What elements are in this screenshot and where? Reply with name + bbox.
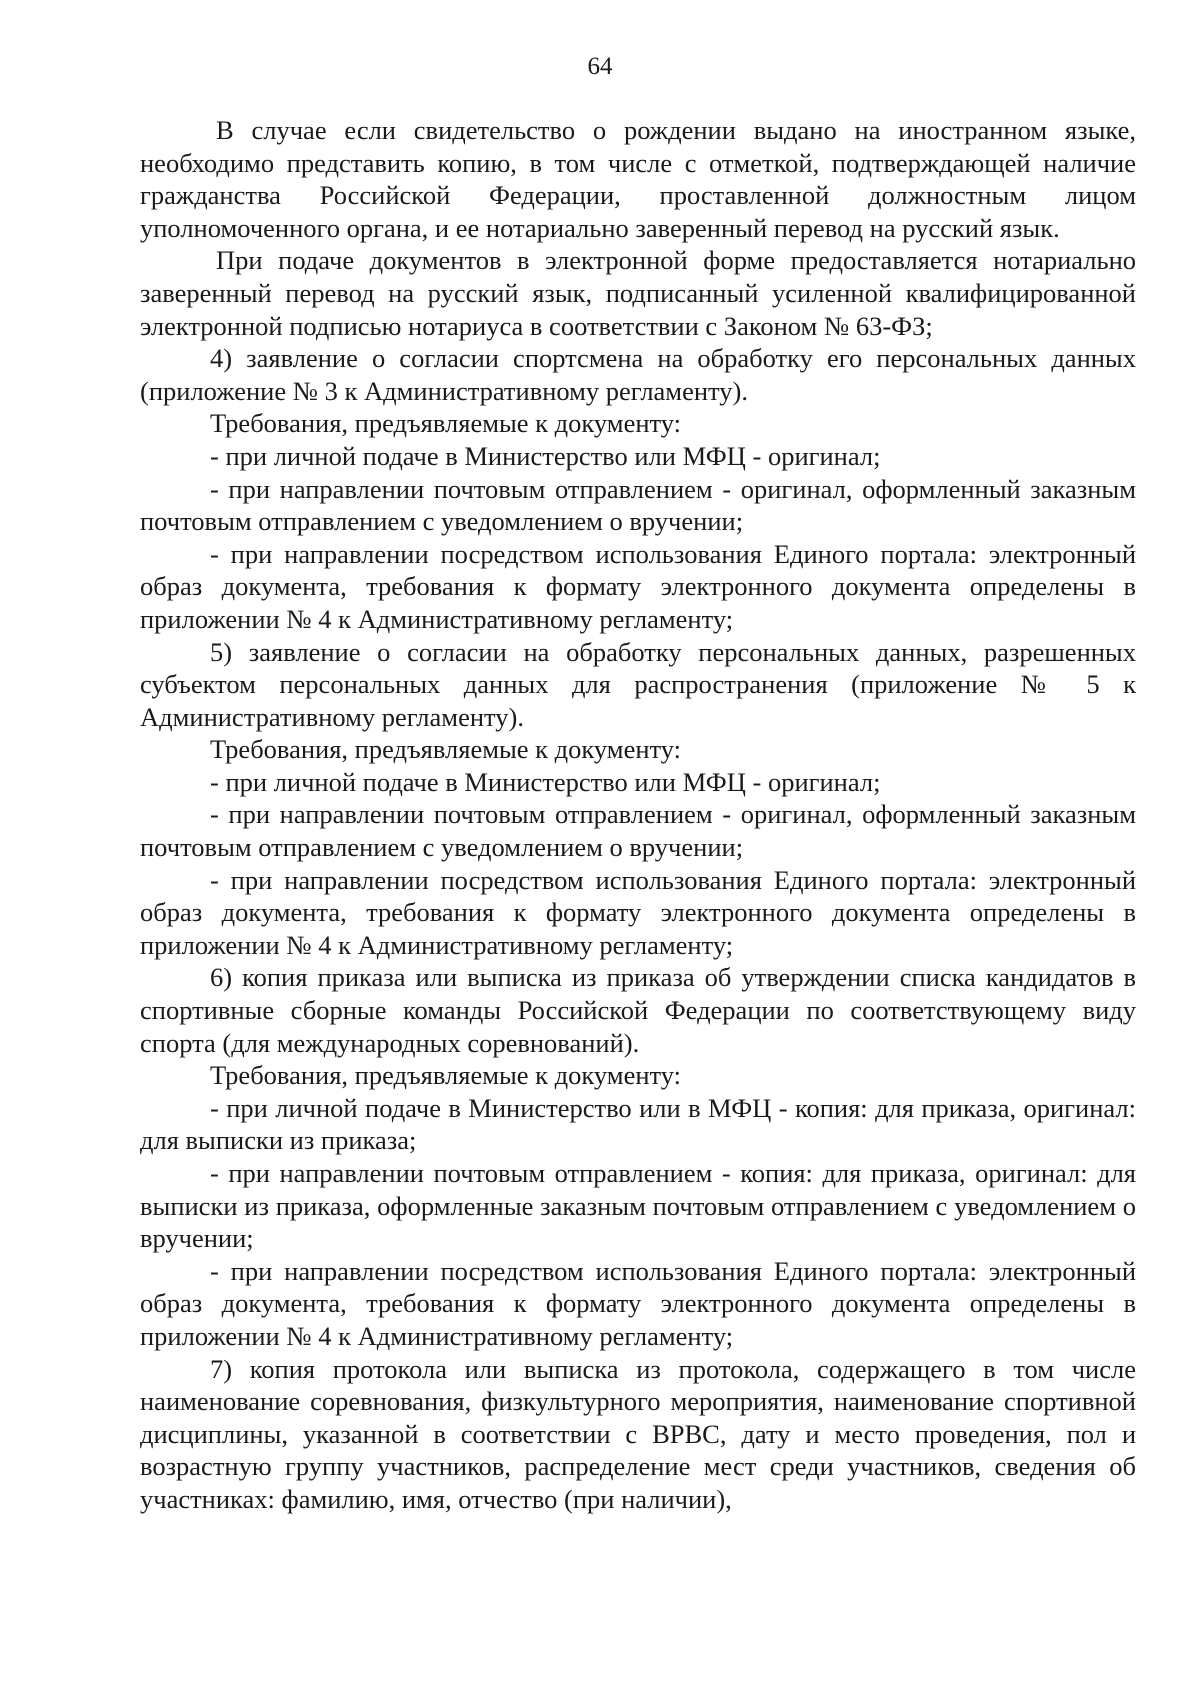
page-number: 64: [587, 53, 613, 80]
paragraph-item-5: 5) заявление о согласии на обработку персональных данных, разрешенных субъектом персональных данных для распространения (приложение № 5 к Административному регламенту).: [140, 636, 1136, 732]
document-body: [140, 114, 1136, 1516]
paragraph-requirements-heading: Требования, предъявляемые к документу:: [210, 1060, 682, 1091]
paragraph-requirement-postal: - при направлении почтовым отправлением - копия: для приказа, оригинал: для выписки из приказа, оформленные заказным почтовым отправлением с уведомлением о вручении;: [140, 1158, 1136, 1254]
paragraph-requirement-portal: - при направлении посредством использования Единого портала: электронный образ документа, требования к формату электронного документа определены в приложении № 4 к Административному регламенту;: [140, 1255, 1136, 1351]
paragraph-electronic-submission: При подаче документов в электронной форме предоставляется нотариально заверенный перевод на русский язык, подписанный усиленной квалифицированной электронной подписью нотариуса в соответствии с Законом № 63-ФЗ;: [140, 245, 1136, 341]
paragraph-requirement-postal: - при направлении почтовым отправлением - оригинал, оформленный заказным почтовым отправлением с уведомлением о вручении;: [140, 473, 1136, 537]
paragraph-requirement-postal: - при направлении почтовым отправлением - оригинал, оформленный заказным почтовым отправлением с уведомлением о вручении;: [140, 799, 1136, 863]
paragraph-requirement-portal: - при направлении посредством использования Единого портала: электронный образ документа, требования к формату электронного документа определены в приложении № 4 к Административному регламенту;: [140, 864, 1136, 960]
paragraph-item-7: 7) копия протокола или выписка из протокола, содержащего в том числе наименование соревнования, физкультурного мероприятия, наименование спортивной дисциплины, указанной в соответствии с ВРВС, дату и место проведения, пол и возрастную группу участников, распределение мест среди участников, сведения об участниках: фамилию, имя, отчество (при наличии),: [140, 1353, 1136, 1514]
paragraph-requirements-heading: Требования, предъявляемые к документу:: [210, 408, 682, 439]
paragraph-requirement-in-person: - при личной подаче в Министерство или МФЦ - оригинал;: [210, 766, 881, 797]
paragraph-item-4: 4) заявление о согласии спортсмена на обработку его персональных данных (приложение № 3 к Административному регламенту).: [140, 343, 1136, 406]
paragraph-requirement-portal: - при направлении посредством использования Единого портала: электронный образ документа, требования к формату электронного документа определены в приложении № 4 к Административному регламенту;: [140, 538, 1136, 634]
paragraph-item-6: 6) копия приказа или выписка из приказа об утверждении списка кандидатов в спортивные сборные команды Российской Федерации по соответствующему виду спорта (для международных соревнований).: [140, 962, 1136, 1058]
paragraph-requirement-in-person: - при личной подаче в Министерство или МФЦ - оригинал;: [210, 440, 881, 471]
paragraph-birth-certificate-foreign-language: В случае если свидетельство о рождении выдано на иностранном языке, необходимо представить копию, в том числе с отметкой, подтверждающей наличие гражданства Российской Федерации, проставленной должностным лицом уполномоченного органа, и ее нотариально заверенный перевод на русский язык.: [140, 115, 1136, 243]
paragraph-requirements-heading: Требования, предъявляемые к документу:: [210, 734, 682, 765]
paragraph-requirement-in-person: - при личной подаче в Министерство или в МФЦ - копия: для приказа, оригинал: для выписки из приказа;: [140, 1092, 1136, 1156]
